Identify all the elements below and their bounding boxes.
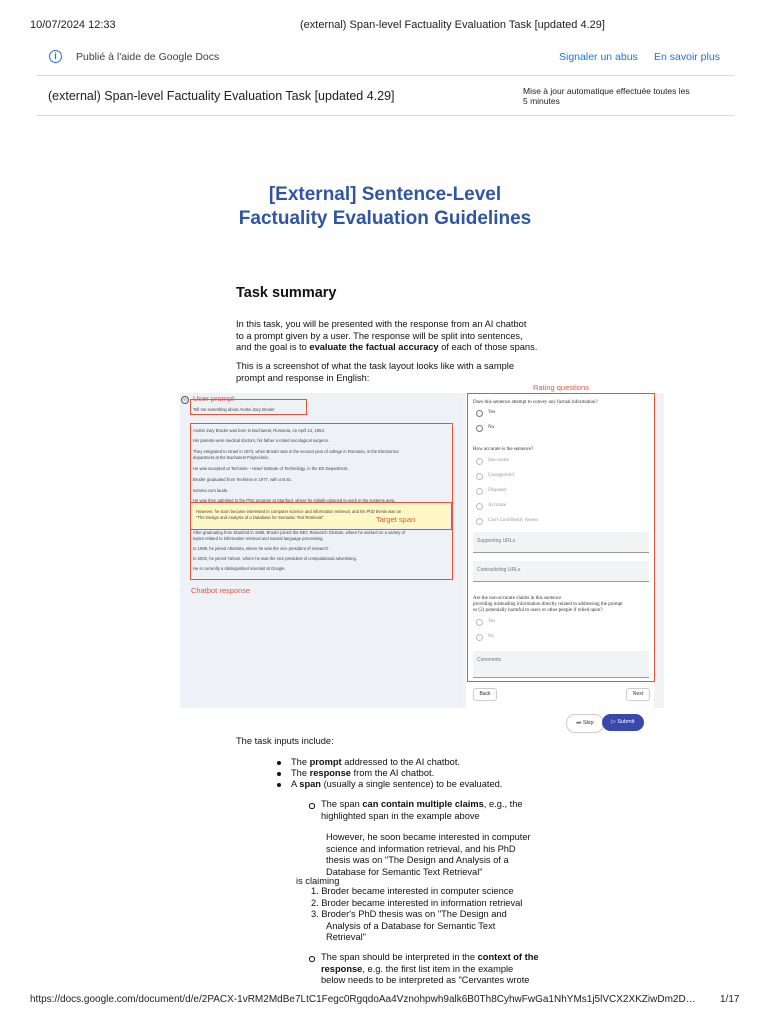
radio-no[interactable] (476, 425, 483, 432)
user-prompt-label: User prompt (193, 394, 235, 403)
radio-harmful-yes[interactable] (476, 619, 483, 626)
sub1-bold: can contain multiple claims (362, 799, 484, 809)
claims-list (311, 886, 571, 944)
radio-disputed[interactable] (476, 488, 483, 495)
sub-bullet (309, 956, 315, 962)
question-misleading-line2: providing misleading information directly related to addressing the prompt (473, 602, 623, 607)
auto-update-note (523, 86, 703, 106)
bullet-prompt-bold: prompt (309, 757, 342, 767)
contradicting-urls-field[interactable] (473, 561, 649, 582)
question-factual: Does this sentence attempt to convey any factual information? (473, 400, 598, 405)
submit-button[interactable] (602, 714, 644, 731)
bullet-span-bold: span (299, 779, 321, 789)
sub2-line2-bold: response (321, 963, 363, 974)
sub2-line3: below needs to be interpreted as "Cervantes wrote (321, 975, 530, 985)
radio-harmful-yes-label: Yes (488, 619, 496, 624)
user-avatar-icon: ⚇ (181, 396, 189, 404)
bullet-span-post: (usually a single sentence) to be evaluated. (320, 779, 503, 789)
claim-item-cont: Analysis of a Database for Semantic Text (326, 920, 496, 931)
radio-yes-label: Yes (488, 410, 496, 415)
bullet-response-bold: response (309, 768, 351, 778)
intro-line3-bold: evaluate the factual accuracy (309, 342, 439, 352)
document-title (210, 183, 560, 231)
intro-paragraph (236, 319, 556, 354)
published-with-google-docs: Publié à l'aide de Google Docs (76, 51, 220, 63)
doc-title: (external) Span-level Factuality Evaluation Task [updated 4.29] (48, 89, 395, 103)
auto-update-line2: 5 minutes (523, 96, 560, 106)
rating-questions-label: Rating questions (533, 383, 589, 392)
skip-icon: ⏭ (576, 720, 582, 726)
document-title-line2: Factuality Evaluation Guidelines (238, 208, 532, 229)
bullet-prompt-pre: The (291, 757, 310, 767)
supporting-urls-field[interactable] (473, 532, 649, 553)
claim-item: 2. Broder became interested in information retrieval (311, 897, 523, 908)
comments-placeholder: Comments (477, 657, 502, 663)
skip-button[interactable] (566, 714, 604, 733)
report-abuse-link[interactable]: Signaler un abus (559, 51, 638, 63)
screenshot-intro (236, 361, 556, 384)
question-misleading-line3: or (2) potentially harmful to users or other people if relied upon? (473, 608, 603, 613)
sub2-line2 (321, 964, 581, 976)
contradicting-urls-placeholder: Contradicting URLs (477, 567, 521, 573)
document-title-line1: [External] Sentence-Level (268, 184, 502, 205)
sub1-pre: The span (321, 799, 363, 809)
print-title: (external) Span-level Factuality Evaluation Task [updated 4.29] (300, 19, 605, 31)
learn-more-link[interactable]: En savoir plus (654, 51, 720, 63)
response-line: His parents were medical doctors, his father a noted oncological surgeon. (193, 438, 330, 443)
footer-url: https://docs.google.com/document/d/e/2PACX-1vRM2MdBe7LtC1Fegc0RgqdoAa4Vznohpwh9alk6B0Th8CyhwFwGa1NhYMs1j5lVCX2XKZiwDm2D… (30, 994, 696, 1005)
next-button[interactable]: Next (626, 688, 650, 701)
claim-item-cont: Retrieval" (326, 932, 366, 942)
quote-line3: thesis was on "The Design and Analysis of a (326, 855, 509, 865)
print-date: 10/07/2024 12:33 (30, 19, 116, 31)
radio-cant-assess[interactable] (476, 518, 483, 525)
radio-yes[interactable] (476, 410, 483, 417)
auto-update-line1: Mise à jour automatique effectuée toutes les (523, 86, 690, 96)
target-span-label: Target span (376, 515, 416, 524)
prompt-text: Tell me something about Andrei Zary Broder (193, 407, 275, 412)
radio-inaccurate[interactable] (476, 458, 483, 465)
sub2-line2-post: , e.g. the first list item in the example (362, 963, 514, 974)
inputs-intro: The task inputs include: (236, 736, 334, 746)
intro-line2: to a prompt given by a user. The response will be split into sentences, (236, 330, 523, 341)
radio-inaccurate-label: Inaccurate (488, 458, 509, 463)
response-line: Andrei Zary Broder was born in Bucharest, Romania, on April 12, 1953. (193, 428, 325, 433)
radio-harmful-no-label: No (488, 634, 495, 639)
sub-bullet-claims (321, 799, 581, 822)
radio-accurate-label: Accurate (488, 503, 507, 508)
radio-harmful-no[interactable] (476, 634, 483, 641)
response-line: In 2002, he joined Yahoo!, where he was the vice president of computational advertising. (193, 556, 357, 561)
response-line: summa cum laude. (193, 488, 229, 493)
send-icon: ▷ (611, 719, 616, 725)
screenshot-intro-line1: This is a screenshot of what the task layout looks like with a sample (236, 361, 515, 371)
bullet-response (291, 768, 611, 780)
sub2-pre: The span should be interpreted in the (321, 952, 478, 962)
quote-line4: Database for Semantic Text Retrieval" (326, 866, 483, 877)
sub2-bold: context of the (477, 952, 539, 962)
quote-line1: However, he soon became interested in computer (326, 832, 531, 842)
radio-disputed-label: Disputed (488, 488, 507, 493)
sub2-line1 (321, 952, 581, 964)
is-claiming: is claiming (296, 876, 340, 886)
skip-label: Skip (582, 720, 594, 726)
supporting-urls-placeholder: Supporting URLs (477, 538, 516, 544)
bullet-span (291, 779, 611, 791)
info-icon[interactable]: i (49, 50, 62, 63)
submit-label: Submit (617, 719, 635, 725)
quote-line2: science and information retrieval, and his PhD (326, 843, 516, 854)
radio-cant-assess-label: Can't Confidently Assess (488, 518, 539, 523)
radio-no-label: No (488, 425, 495, 430)
comments-field[interactable] (473, 651, 649, 678)
chatbot-response-label: Chatbot response (191, 586, 251, 595)
question-misleading-line1: Are the non-accurate claims in this sentence (473, 596, 562, 601)
intro-line3 (236, 342, 556, 354)
quoted-span (326, 832, 566, 878)
intro-line3-pre: and the goal is to (236, 342, 310, 352)
response-line: topics related to information retrieval and natural language processing. (193, 536, 324, 541)
bullet (277, 772, 281, 776)
radio-unsupported[interactable] (476, 473, 483, 480)
bullet-prompt (291, 757, 611, 769)
response-line: Broder graduated from Technion in 1977, with a B.Sc. (193, 477, 293, 482)
claim-item: 1. Broder became interested in computer science (311, 886, 514, 896)
divider (36, 115, 734, 116)
response-line: He was accepted at Technion – Israel Institute of Technology, in the EE Department. (193, 466, 349, 471)
section-title: Task summary (236, 285, 337, 301)
intro-line1: In this task, you will be presented with the response from an AI chatbot (236, 319, 527, 329)
radio-unsupported-label: Unsupported (488, 473, 514, 478)
response-line: They emigrated to Israel in 1973, when Broder was in the second year of college in Romania, in the Electronics (193, 449, 399, 454)
response-line: He was then admitted to the PhD program at Stanford, where he initially planned to work in the systems area. (193, 498, 396, 503)
radio-accurate[interactable] (476, 503, 483, 510)
bullet-span-pre: A (291, 779, 300, 789)
bullet (277, 761, 281, 765)
page-number: 1/17 (720, 994, 740, 1005)
response-line: In 1999, he joined AltaVista, where he was the vice president of research. (193, 546, 330, 551)
span-line2: "The Design and Analysis of a Database for Semantic Text Retrieval". (196, 515, 325, 520)
sub1-post: , e.g., the (483, 799, 523, 809)
response-line: He is currently a distinguished scientist at Google. (193, 566, 286, 571)
claim-item: 3. Broder's PhD thesis was on "The Design and (311, 909, 507, 919)
span-line1: However, he soon became interested in computer science and information retrieval, and his PhD thesis was on (196, 509, 402, 514)
bullet-response-post: from the AI chatbot. (350, 768, 435, 778)
question-accuracy: How accurate is the sentence? (473, 447, 534, 452)
back-button[interactable]: Back (473, 688, 497, 701)
sub-bullet-claims-line1 (321, 799, 581, 811)
intro-line3-post: of each of those spans. (438, 342, 538, 352)
sub-bullet (309, 803, 315, 809)
response-line: After graduating from Stanford in 1985, Broder joined the DEC Research Division, where he worked on a variety of (193, 530, 406, 535)
screenshot-intro-line2: prompt and response in English: (236, 372, 370, 383)
bullet-prompt-post: addressed to the AI chatbot. (341, 757, 460, 767)
divider (36, 75, 734, 76)
sub-bullet-claims-line2: highlighted span in the example above (321, 810, 480, 821)
bullet (277, 783, 281, 787)
bullet-response-pre: The (291, 768, 310, 778)
sub-bullet-context (321, 952, 581, 987)
response-line: department at the Bucharest Polytechnic. (193, 455, 270, 460)
